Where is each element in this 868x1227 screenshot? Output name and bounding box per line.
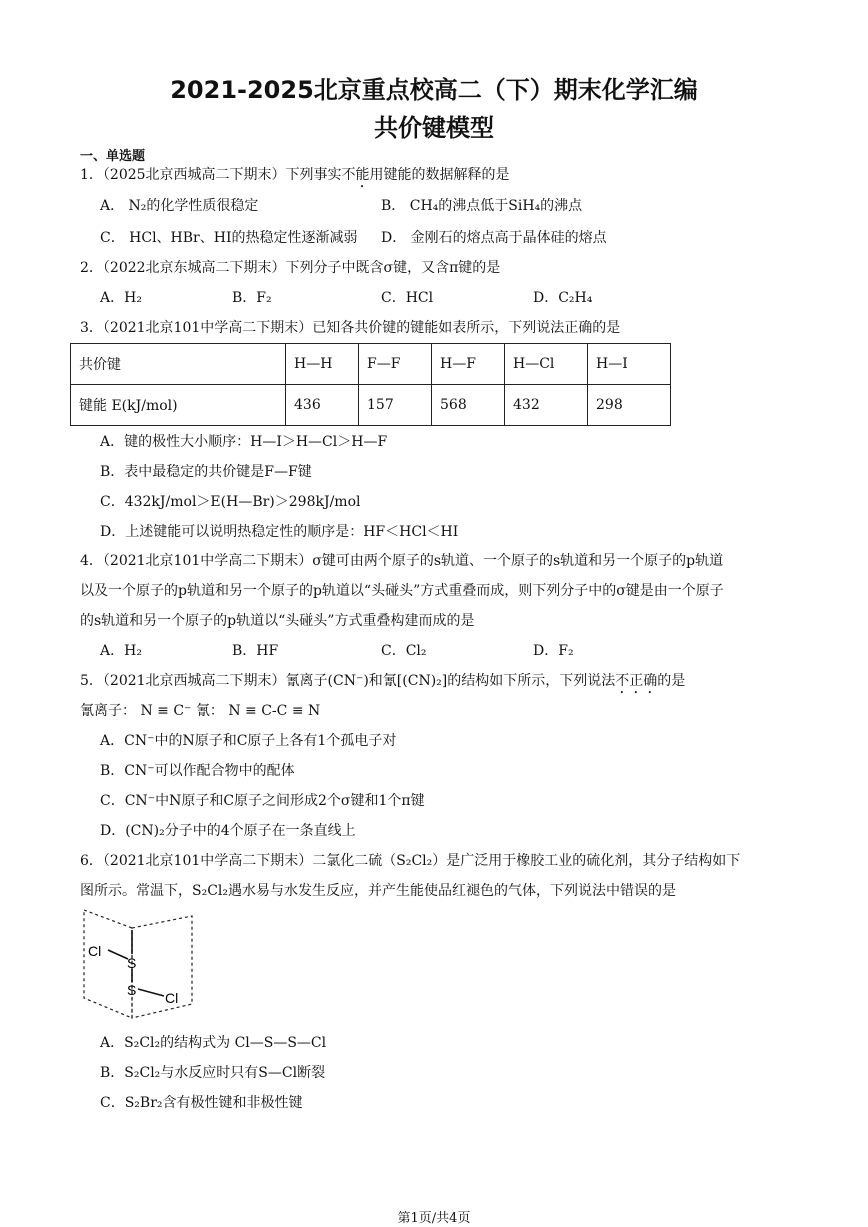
- q4-stem-line2: 以及一个原子的p轨道和另一个原子的p轨道以“头碰头”方式重叠而成，则下列分子中的σ键是由一个原子: [80, 583, 724, 599]
- q5-option-c: C．CN⁻中N原子和C原子之间形成2个σ键和1个π键: [100, 793, 425, 809]
- q4-option-b: B．HF: [232, 643, 279, 659]
- table-cell: 432: [505, 385, 588, 426]
- q2-option-c: C．HCl: [381, 290, 434, 306]
- q6-option-c: C．S₂Br₂含有极性键和非极性键: [100, 1095, 303, 1111]
- q4-stem-line3: 的s轨道和另一个原子的p轨道以“头碰头”方式重叠构建而成的是: [80, 613, 475, 629]
- q6-option-b: B．S₂Cl₂与水反应时只有S—Cl断裂: [100, 1065, 326, 1081]
- q1-stem-b: 用键能的数据解释的是: [369, 167, 510, 183]
- q3-option-b: B．表中最稳定的共价键是F—F键: [100, 464, 312, 480]
- page-number: 第1页/共4页: [397, 1211, 471, 1226]
- table-cell: 436: [286, 385, 359, 426]
- table-cell: H—H: [286, 344, 359, 385]
- q3-stem: 3．（2021北京101中学高二下期末）已知各共价键的键能如表所示，下列说法正确的是: [80, 320, 621, 336]
- q5-option-b: B．CN⁻可以作配合物中的配体: [100, 763, 295, 779]
- table-cell: 键能 E(kJ/mol): [71, 385, 286, 426]
- q2-stem: 2．（2022北京东城高二下期末）下列分子中既含σ键，又含π键的是: [80, 260, 501, 276]
- q5-stem-emphasis: 不正确: [615, 673, 658, 689]
- q4-option-d: D．F₂: [533, 643, 574, 659]
- q1-stem: [80, 164, 510, 191]
- table-cell: H—I: [588, 344, 671, 385]
- q2-option-b: B．F₂: [232, 290, 272, 306]
- q6-stem-line2: 图所示。常温下，S₂Cl₂遇水易与水发生反应，并产生能使品红褪色的气体，下列说法中错误的是: [80, 883, 677, 899]
- page-title: 2021-2025北京重点校高二（下）期末化学汇编: [170, 76, 698, 104]
- q3-option-d: D．上述键能可以说明热稳定性的顺序是：HF＜HCl＜HI: [100, 524, 459, 540]
- q4-stem-line1: 4．（2021北京101中学高二下期末）σ键可由两个原子的s轨道、一个原子的s轨道和另一个原子的p轨道: [80, 553, 724, 569]
- q6-stem-line1: 6．（2021北京101中学高二下期末）二氯化二硫（S₂Cl₂）是广泛用于橡胶工业的硫化剂，其分子结构如下: [80, 853, 741, 869]
- q3-option-a: A．键的极性大小顺序：H—I＞H—Cl＞H—F: [100, 434, 388, 450]
- q1-option-a: A． N₂的化学性质很稳定: [100, 198, 259, 214]
- q1-stem-emphasis: 能: [355, 167, 370, 183]
- q1-option-b: B． CH₄的沸点低于SiH₄的沸点: [381, 198, 583, 214]
- table-cell: 298: [588, 385, 671, 426]
- q4-option-a: A．H₂: [100, 643, 142, 659]
- q5-option-d: D．(CN)₂分子中的4个原子在一条直线上: [100, 823, 356, 839]
- q2-option-d: D．C₂H₄: [533, 290, 593, 306]
- table-cell: H—F: [432, 344, 505, 385]
- q5-option-a: A．CN⁻中的N原子和C原子上各有1个孤电子对: [100, 733, 397, 749]
- table-cell: H—Cl: [505, 344, 588, 385]
- page-subtitle: 共价键模型: [374, 114, 494, 142]
- q5-structure: 氰离子： N ≡ C⁻ 氰： N ≡ C-C ≡ N: [80, 703, 321, 719]
- q6-option-a: A．S₂Cl₂的结构式为 Cl—S—S—Cl: [100, 1035, 327, 1051]
- q2-option-a: A．H₂: [100, 290, 142, 306]
- table-cell: 568: [432, 385, 505, 426]
- q1-option-d: D． 金刚石的熔点高于晶体硅的熔点: [381, 230, 607, 246]
- q3-option-c: C．432kJ/mol＞E(H—Br)＞298kJ/mol: [100, 494, 361, 510]
- s-label-bottom: S: [127, 982, 137, 998]
- table-cell: 共价键: [71, 344, 286, 385]
- q1-option-c: C． HCl、HBr、HI的热稳定性逐渐减弱: [100, 230, 358, 246]
- q1-stem-a: 1．（2025北京西城高二下期末）下列事实不: [80, 167, 356, 183]
- q5-stem-a: 5．（2021北京西城高二下期末）氰离子(CN⁻)和氰[(CN)₂]的结构如下所示，下列说法: [80, 673, 616, 689]
- cl-label-top: Cl: [88, 943, 102, 959]
- table-header-row: [71, 344, 671, 385]
- q4-option-c: C．Cl₂: [381, 643, 427, 659]
- section-heading: 一、单选题: [80, 149, 146, 164]
- table-cell: 157: [359, 385, 432, 426]
- table-row: [71, 385, 671, 426]
- s2cl2-structure-figure: [80, 906, 200, 1021]
- q5-stem: [80, 670, 685, 697]
- table-cell: F—F: [359, 344, 432, 385]
- bond-energy-table: [70, 343, 671, 426]
- q5-stem-b: 的是: [657, 673, 686, 689]
- s-label-top: S: [127, 955, 137, 971]
- cl-label-bottom: Cl: [165, 990, 179, 1006]
